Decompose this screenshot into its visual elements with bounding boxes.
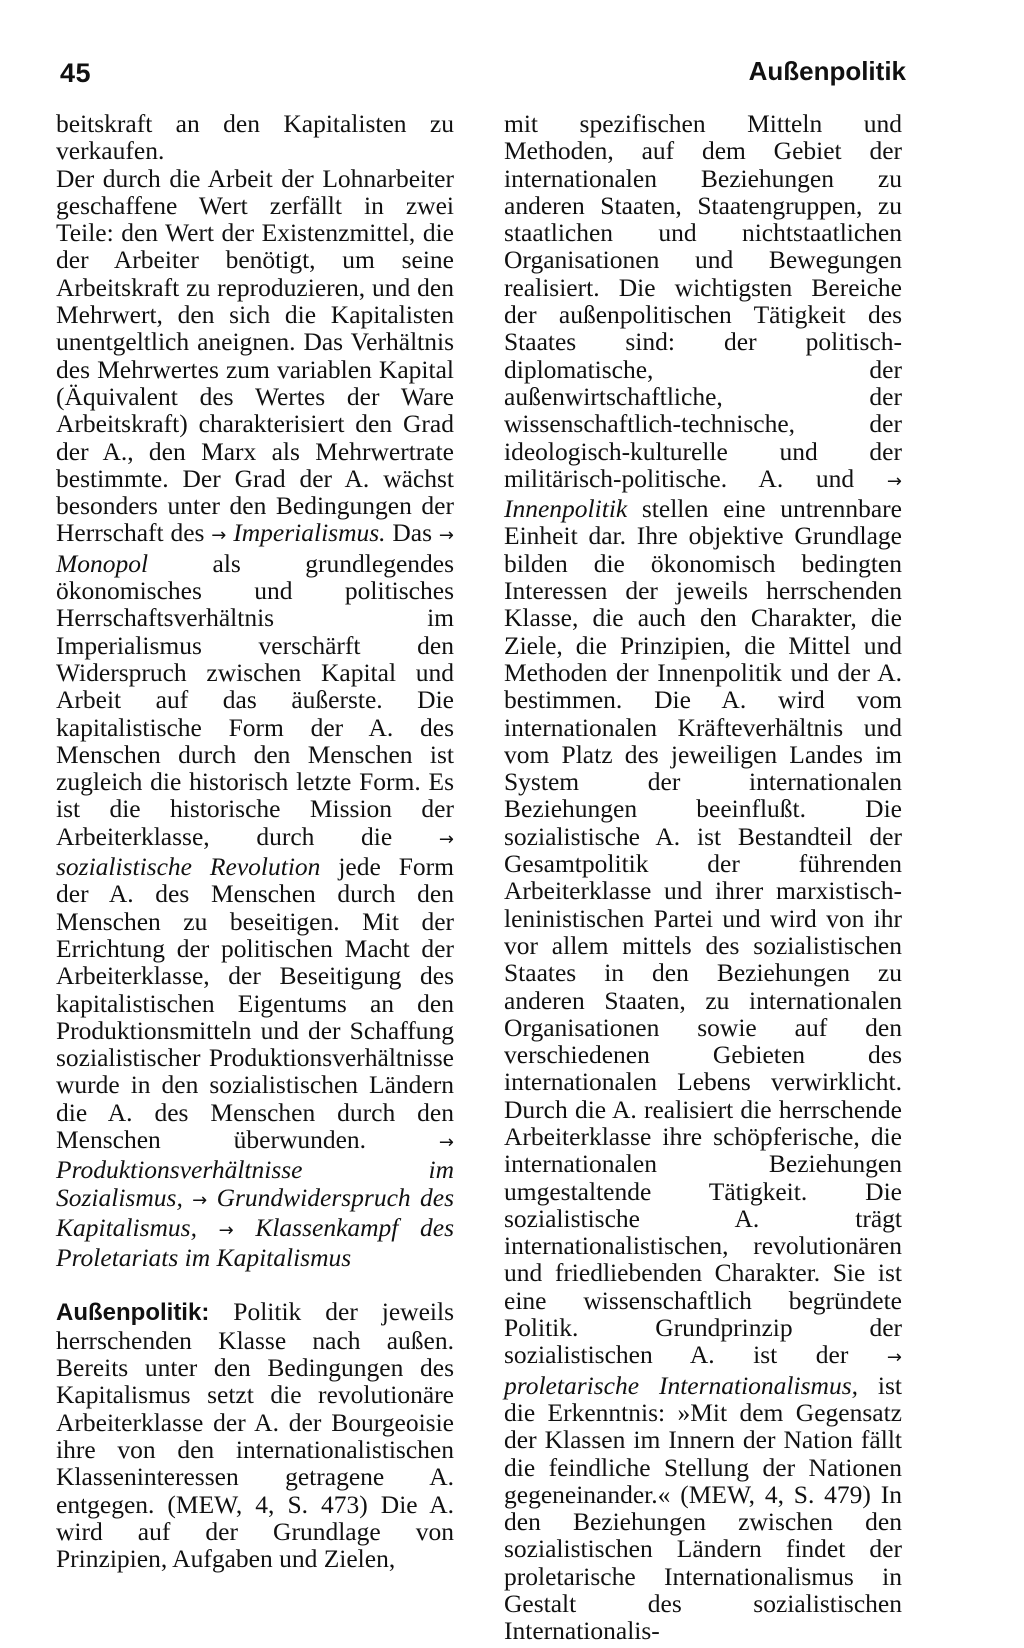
- left-column: [56, 110, 454, 1572]
- text-run: Das: [385, 518, 439, 548]
- cross-reference-arrow-icon: →: [886, 1347, 902, 1369]
- cross-reference-term: Grundwiderspruch des Kapitalismus,: [56, 1182, 454, 1242]
- cross-reference-term: Klassenkampf des Proletariats im Kapitalismus: [56, 1212, 454, 1273]
- text-run: [183, 1183, 192, 1212]
- text-run: [234, 1213, 256, 1242]
- body-paragraph: [504, 110, 902, 1645]
- cross-reference-arrow-icon: →: [438, 828, 454, 850]
- cross-reference-term: Produktionsverhältnisse im Sozialismus,: [56, 1155, 454, 1212]
- text-run: Der durch die Arbeit der Lohnarbeiter geschaffene Wert zerfällt in zwei Teile: den Wert der Existenzmittel, die der Arbeiter benötigt, um seine Arbeitskraft zu reproduzieren, und den Mehrwert, den sich die Kapitalisten unentgeltlich aneignen. Das Verhältnis des Mehrwertes zum variablen Kapital (Äquivalent des Wertes der Ware Arbeitskraft) charakterisiert den Grad der A., den Marx als Mehrwertrate bestimmte. Der Grad der A. wächst besonders unter den Bedingungen der Herrschaft des: [56, 163, 454, 548]
- running-head: Außenpolitik: [748, 56, 906, 86]
- cross-reference-arrow-icon: →: [211, 525, 227, 547]
- dictionary-entry: [56, 1298, 454, 1572]
- right-column: [504, 110, 902, 1645]
- cross-reference-arrow-icon: →: [218, 1219, 234, 1241]
- cross-reference-term: Innenpolitik: [504, 494, 628, 524]
- cross-reference-term: Monopol: [56, 548, 149, 578]
- body-paragraph: [56, 165, 454, 1272]
- cross-reference-term: sozialistische Revolution: [56, 852, 321, 882]
- cross-reference-term: proletarische Internationalismus,: [504, 1370, 858, 1400]
- text-run: Politik der jeweils herrschenden Klasse nach außen. Bereits unter den Bedingungen des Kapitalismus setzt die revolutionäre Arbeiterklasse der A. der Bourgeoisie ihre von den internationalistischen Klasseninteressen getragene A. entgegen. (MEW, 4, S. 473) Die A. wird auf der Grundlage von Prinzipien, Aufgaben und Zielen,: [56, 1297, 454, 1574]
- text-run: [197, 1213, 219, 1242]
- body-paragraph: [56, 110, 454, 165]
- text-run: stellen eine untrennbare Einheit dar. Ihre objektive Grundlage bilden die ökonomisch bedingten Interessen der jeweils herrschenden Klasse, die auch den Charakter, die Ziele, die Prinzipien, die Mittel und Methoden der Innenpolitik und der A. bestimmen. Die A. wird vom internationalen Kräfteverhältnis und vom Platz des jeweiligen Landes im System der internationalen Beziehungen beeinflußt. Die sozialistische A. ist Bestandteil der Gesamtpolitik der führenden Arbeiterklasse und ihrer marxistisch-leninistischen Partei und wird von ihr vor allem mittels des sozialistischen Staates in den Beziehungen zu anderen Staaten, zu internationalen Organisationen sowie auf den verschiedenen Gebieten des internationalen Lebens verwirklicht. Durch die A. realisiert die herrschende Arbeiterklasse ihre schöpferische, die internationalen Beziehungen umgestaltende Tätigkeit. Die sozialistische A. trägt internationalistischen, revolutionären und friedliebenden Charakter. Sie ist eine wissenschaftlich begründete Politik. Grundprinzip der sozialistischen A. ist der: [504, 494, 902, 1370]
- page-number: 45: [60, 58, 92, 88]
- text-run: mit spezifischen Mitteln und Methoden, auf dem Gebiet der internationalen Beziehungen zu anderen Staaten, Staatengruppen, zu staatlichen und nichtstaatlichen Organisationen und Bewegungen realisiert. Die wichtigsten Bereiche der außenpolitischen Tätigkeit des Staates sind: der politisch-diplomatische, der außenwirtschaftliche, der wissenschaftlich-technische, der ideologisch-kulturelle und der militärisch-politische. A. und: [504, 109, 902, 493]
- text-run: beitskraft an den Kapitalisten zu verkaufen.: [56, 109, 454, 166]
- cross-reference-arrow-icon: →: [192, 1189, 208, 1211]
- cross-reference-arrow-icon: →: [886, 470, 902, 492]
- cross-reference-arrow-icon: →: [438, 1131, 454, 1153]
- entry-headword: Außenpolitik:: [56, 1299, 210, 1327]
- text-run: jede Form der A. des Menschen durch den Menschen zu beseitigen. Mit der Errichtung der politischen Macht der Arbeiterklasse, der Beseitigung des kapitalistischen Eigentums an den Produktionsmitteln und der Schaffung sozialistischer Produktionsverhältnisse wurde in den sozialistischen Ländern die A. des Menschen durch den Menschen überwunden.: [56, 852, 454, 1154]
- text-run: als grundlegendes ökonomisches und politisches Herrschaftsverhältnis im Imperialismus verschärft den Widerspruch zwischen Kapital und Arbeit auf das äußerste. Die kapitalistische Form der A. des Menschen durch den Menschen ist zugleich die historisch letzte Form. Es ist die historische Mission der Arbeiterklasse, durch die: [56, 548, 454, 851]
- cross-reference-term: Imperialismus.: [233, 518, 386, 548]
- cross-reference-arrow-icon: →: [438, 525, 454, 547]
- text-run: ist die Erkenntnis: »Mit dem Gegensatz der Klassen im Innern der Nation fällt die feindliche Stellung der Nationen gegeneinander.« (MEW, 4, S. 479) In den Beziehungen zwischen den sozialistischen Ländern findet der proletarische Internationalismus in Gestalt des sozialistischen Internationalis-: [504, 1370, 903, 1646]
- text-run: [207, 1183, 216, 1212]
